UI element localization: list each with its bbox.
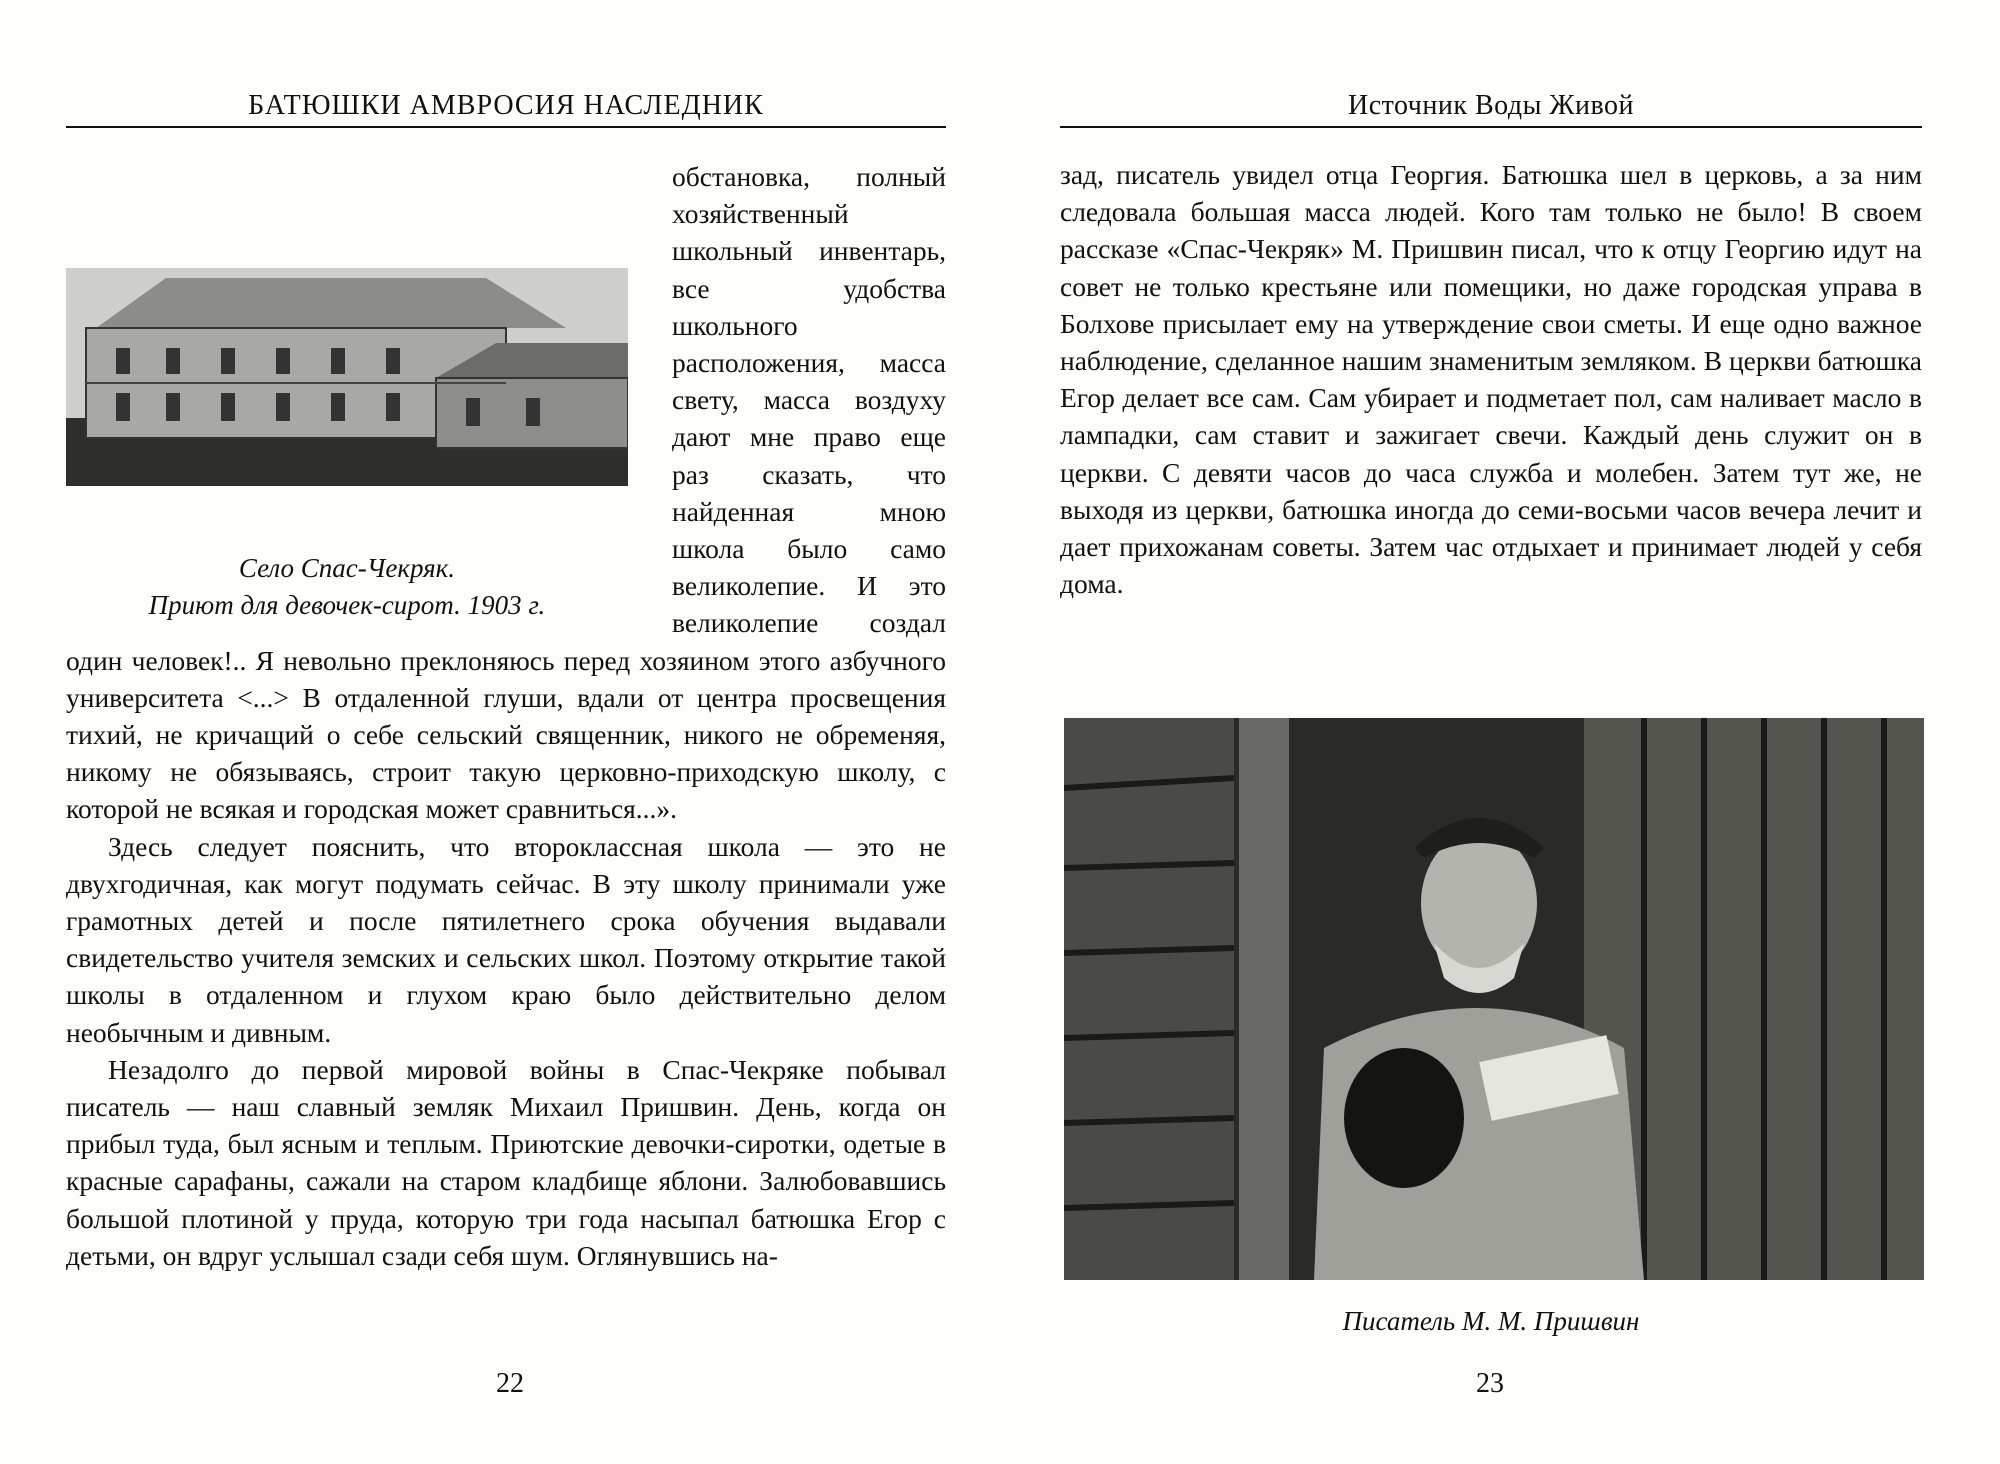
paragraph-right-1: зад, писатель увидел отца Георгия. Батюшка шел в церковь, а за ним следовала большая масса людей. Кого там только не было! В своем рассказе «Спас-Чекряк» М. Пришвин писал, что к отцу Георгию идут на совет не только крестьяне или помещики, но даже городская управа в Болхове присылает ему на утверждение свои сметы. И еще одно важное наблюдение, сделанное нашим знаменитым земляком. В церкви батюшка Егор делает все сам. Сам убирает и подметает пол, сам наливает масло в лампадки, сам ставит и зажигает свечи. Каждый день служит он в церкви. С девяти часов до часа служба и молебен. Затем тут же, не выходя из церкви, батюшка иногда до семи-восьми часов вечера лечит и дает прихожанам советы. Затем час отдыхает и принимает людей у себя дома. bbox=[1060, 159, 1922, 600]
caption-line-2: Приют для девочек-сирот. 1903 г. bbox=[148, 590, 546, 620]
prishvin-portrait-photo bbox=[1064, 718, 1924, 1280]
school-building-photo bbox=[66, 268, 628, 486]
page-number-left: 22 bbox=[496, 1368, 524, 1399]
page-number-right: 23 bbox=[1476, 1368, 1504, 1399]
left-body-text bbox=[66, 158, 946, 1274]
prishvin-caption: Писатель М. М. Пришвин bbox=[1342, 1306, 1640, 1336]
prishvin-portrait-illustration bbox=[1064, 718, 1924, 1280]
paragraph-2: Здесь следует пояснить, что второклассная школа — это не двухгодичная, как могут подумать сейчас. В эту школу принимали уже грамотных детей и после пятилетнего срока обучения выдавали свидетельство учителя земских и сельских школ. Поэтому открытие такой школы в отдаленном и глухом краю было действительно делом необычным и дивным. bbox=[66, 830, 946, 1048]
school-building-illustration bbox=[66, 268, 628, 486]
caption-line-1: Село Спас-Чекряк. bbox=[238, 553, 456, 583]
school-figure-caption bbox=[66, 550, 628, 624]
paragraph-1: обстановка, полный хозяйственный школьный инвентарь, все удобства школьного расположения, масса свету, масса воздуху дают мне право еще раз сказать, что найденная мною школа было само великолепие. И это великолепие создал один человек!.. Я невольно преклоняюсь перед хозяином этого азбучного университета <...> В отдаленной глуши, вдали от центра просвещения тихий, не кричащий о себе сельский священник, никого не обременяя, никому не обязываясь, строит такую церковно-приходскую школу, с которой не всякая и городская может сравниться...». bbox=[66, 161, 946, 825]
paragraph-3: Незадолго до первой мировой войны в Спас-Чекряке побывал писатель — наш славный земляк Михаил Пришвин. День, когда он прибыл туда, был ясным и теплым. Приютские девочки-сиротки, одетые в красные сарафаны, сажали на старом кладбище яблони. Залюбовавшись большой плотиной у пруда, которую три года насыпал батюшка Егор с детьми, он вдруг услышал сзади себя шум. Оглянувшись на- bbox=[66, 1053, 946, 1271]
school-figure bbox=[66, 158, 656, 628]
right-body-text bbox=[1060, 156, 1922, 602]
running-head-right: Источник Воды Живой bbox=[1060, 90, 1922, 128]
running-head-left: БАТЮШКИ АМВРОСИЯ НАСЛЕДНИК bbox=[66, 90, 946, 128]
right-page bbox=[1000, 0, 2000, 1464]
